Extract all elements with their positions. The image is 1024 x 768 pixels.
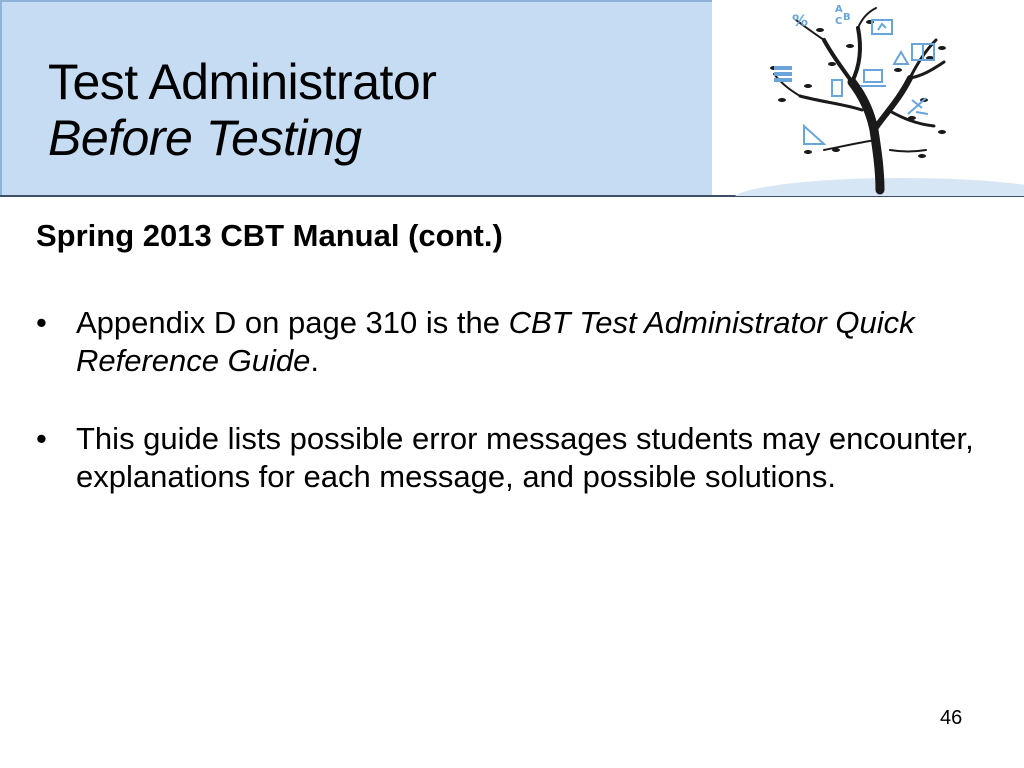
- bullet-text: This guide lists possible error messages students may encounter, explanations for each message, and possible solutions.: [76, 421, 974, 494]
- bullet-item: [36, 420, 976, 496]
- slide-subtitle: Before Testing: [48, 110, 362, 166]
- bullet-text-end: .: [310, 343, 319, 378]
- bullet-icon: •: [36, 421, 47, 456]
- bullet-text: Appendix D on page 310 is the: [76, 305, 509, 340]
- bullet-list: [36, 304, 976, 536]
- guide-title: CBT Test Administrator Quick Reference Guide: [76, 305, 915, 378]
- svg-text:B: B: [843, 12, 851, 23]
- svg-text:%: %: [792, 11, 809, 30]
- education-tree-logo-icon: [712, 0, 1024, 196]
- bullet-item: [36, 304, 976, 380]
- page-number: 46: [940, 707, 963, 729]
- bullet-icon: •: [36, 305, 47, 340]
- svg-text:C: C: [835, 16, 843, 27]
- section-heading: Spring 2013 CBT Manual (cont.): [36, 218, 503, 253]
- svg-text:A: A: [835, 4, 843, 15]
- slide-title: Test Administrator: [48, 54, 437, 110]
